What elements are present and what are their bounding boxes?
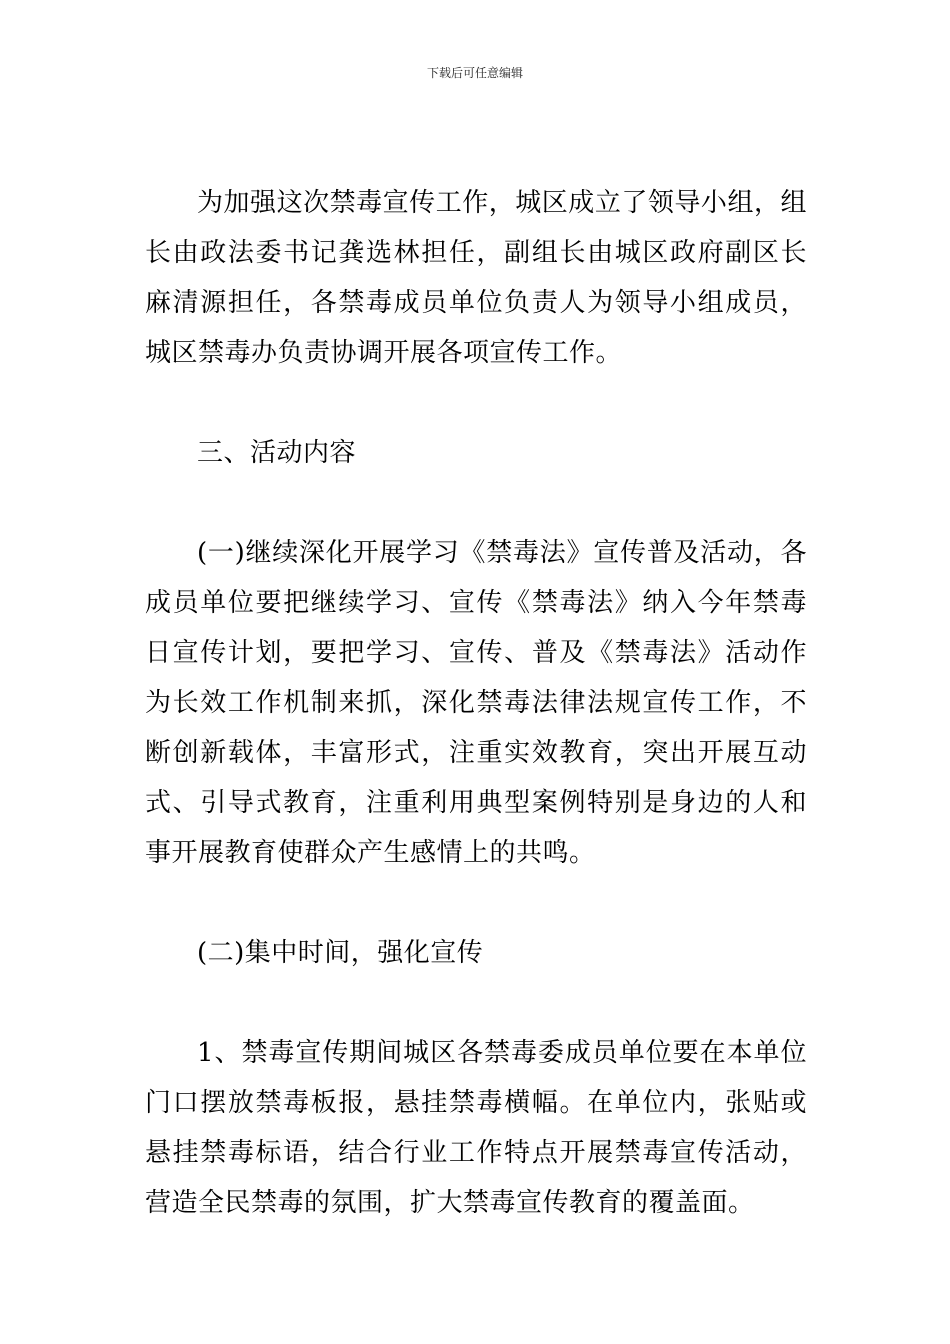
page-header: 下载后可任意编辑 bbox=[426, 66, 523, 80]
document-body bbox=[145, 178, 807, 1228]
paragraph-point-one: 1、禁毒宣传期间城区各禁毒委成员单位要在本单位门口摆放禁毒板报，悬挂禁毒横幅。在单位内，张贴或悬挂禁毒标语，结合行业工作特点开展禁毒宣传活动，营造全民禁毒的氛围，扩大禁毒宣传教育的覆盖面。 bbox=[145, 1038, 807, 1218]
paragraph-gap bbox=[145, 878, 807, 928]
paragraph-gap bbox=[145, 478, 807, 528]
paragraph-item-one: (一)继续深化开展学习《禁毒法》宣传普及活动，各成员单位要把继续学习、宣传《禁毒法》纳入今年禁毒日宣传计划，要把学习、宣传、普及《禁毒法》活动作为长效工作机制来抓，深化禁毒法律法规宣传工作，不断创新载体，丰富形式，注重实效教育，突出开展互动式、引导式教育，注重利用典型案例特别是身边的人和事开展教育使群众产生感情上的共鸣。 bbox=[145, 538, 807, 868]
section-heading-activities: 三、活动内容 bbox=[197, 438, 357, 468]
paragraph-leadership-group: 为加强这次禁毒宣传工作，城区成立了领导小组，组长由政法委书记龚选林担任，副组长由城区政府副区长麻清源担任，各禁毒成员单位负责人为领导小组成员，城区禁毒办负责协调开展各项宣传工作。 bbox=[145, 188, 807, 368]
paragraph-gap bbox=[145, 378, 807, 428]
paragraph-gap bbox=[145, 978, 807, 1028]
subheading-item-two: (二)集中时间，强化宣传 bbox=[197, 938, 484, 968]
